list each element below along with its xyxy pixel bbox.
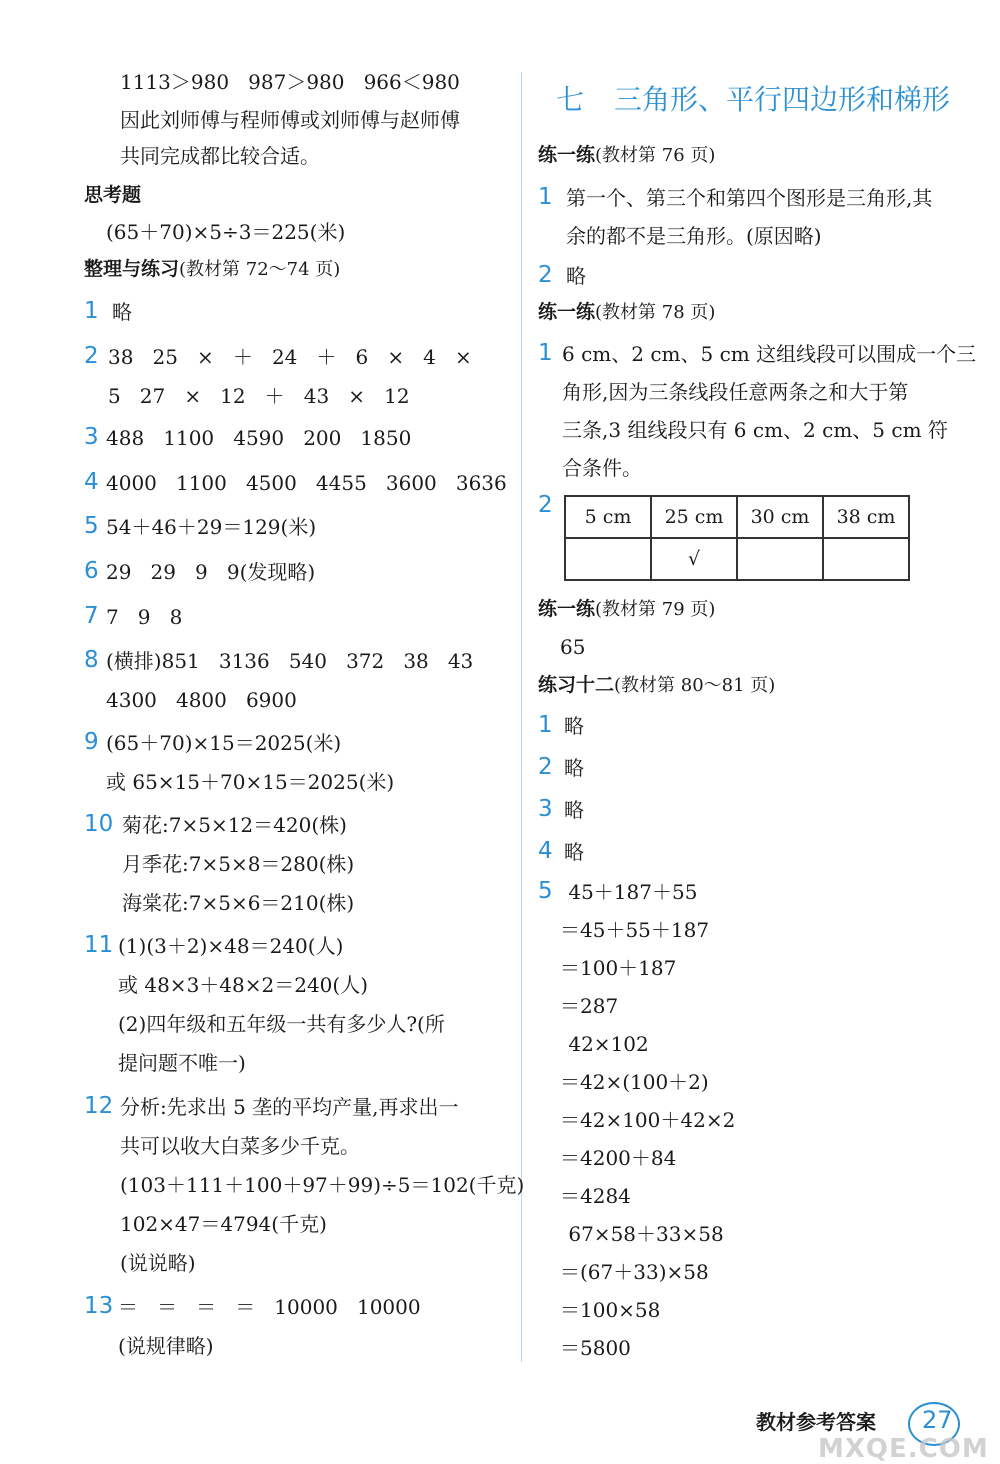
section-header [538, 146, 715, 165]
calc-line: 42×102 [562, 1032, 649, 1056]
calc-line: ＝4200＋84 [560, 1146, 677, 1170]
item-line: 提问题不唯一) [118, 1051, 246, 1075]
section-header [538, 676, 775, 695]
table-header-cell: 30 cm [737, 496, 823, 538]
item-number: 9 [84, 729, 99, 755]
page-number: 27 [922, 1406, 953, 1434]
calc-line: ＝45＋55＋187 [560, 918, 710, 942]
item-number: 2 [84, 343, 99, 369]
footer-label: 教材参考答案 [756, 1410, 876, 1434]
item-number: 3 [84, 424, 99, 450]
calc-line: ＝42×100＋42×2 [560, 1108, 736, 1132]
item-number: 13 [84, 1293, 114, 1319]
review-ref: (教材第 72～74 页) [179, 259, 341, 280]
item-line: 略 [566, 264, 586, 288]
item-line: 或 48×3＋48×2＝240(人) [118, 973, 368, 997]
item-line: 分析:先求出 5 垄的平均产量,再求出一 [120, 1095, 459, 1119]
table-cell [565, 538, 651, 580]
text-line: 因此刘师傅与程师傅或刘师傅与赵师傅 [120, 108, 460, 132]
section-ref: (教材第 80～81 页) [614, 675, 776, 696]
table-row [565, 538, 909, 580]
table-header-cell: 25 cm [651, 496, 737, 538]
table-header-cell: 5 cm [565, 496, 651, 538]
item-line: 角形,因为三条线段任意两条之和大于第 [562, 380, 909, 404]
section-title: 练一练 [538, 301, 596, 323]
item-line: 菊花:7×5×12＝420(株) [122, 813, 347, 837]
thinking-title: 思考题 [84, 184, 142, 206]
calc-line: ＝100×58 [560, 1298, 661, 1322]
item-line: 略 [112, 300, 132, 324]
item-line: 共可以收大白菜多少千克。 [120, 1134, 360, 1158]
item-number: 12 [84, 1093, 114, 1119]
section-header [538, 303, 715, 322]
item-line: 488 1100 4590 200 1850 [106, 426, 412, 450]
table-header-row [565, 496, 909, 538]
text-line: 共同完成都比较合适。 [120, 144, 320, 168]
calc-line: ＝287 [560, 994, 619, 1018]
item-line: (2)四年级和五年级一共有多少人?(所 [118, 1012, 445, 1036]
item-line: 第一个、第三个和第四个图形是三角形,其 [566, 186, 933, 210]
item-line: 102×47＝4794(千克) [120, 1212, 327, 1236]
section-ref: (教材第 78 页) [595, 302, 716, 323]
item-number: 4 [538, 838, 553, 864]
chapter-title [556, 83, 951, 116]
item-line: 余的都不是三角形。(原因略) [566, 224, 822, 248]
chapter-number: 七 [556, 83, 585, 116]
calc-line: ＝4284 [560, 1184, 631, 1208]
thinking-answer: (65＋70)×5÷3＝225(米) [106, 220, 346, 244]
item-line: 6 cm、2 cm、5 cm 这组线段可以围成一个三 [562, 342, 977, 366]
item-line: 海棠花:7×5×6＝210(株) [122, 891, 355, 915]
item-line: (1)(3＋2)×48＝240(人) [118, 934, 344, 958]
item-line: 4000 1100 4500 4455 3600 3636 [106, 471, 507, 495]
item-number: 6 [84, 558, 99, 584]
item-number: 2 [538, 754, 553, 780]
calc-line: 45＋187＋55 [562, 880, 698, 904]
item-number: 5 [84, 513, 99, 539]
item-line: 略 [564, 840, 584, 864]
item-line: 7 9 8 [106, 605, 183, 629]
item-line: 38 25 × ＋ 24 ＋ 6 × 4 × [108, 345, 472, 369]
calc-line: ＝100＋187 [560, 956, 677, 980]
answer-table [564, 495, 910, 581]
item-number: 2 [538, 492, 553, 518]
item-number: 1 [538, 184, 553, 210]
review-title: 整理与练习 [84, 258, 180, 280]
section-answer: 65 [560, 635, 586, 659]
item-number: 10 [84, 811, 114, 837]
item-line: (横排)851 3136 540 372 38 43 [106, 649, 474, 673]
item-line: 月季花:7×5×8＝280(株) [122, 852, 355, 876]
table-cell [737, 538, 823, 580]
item-line: 29 29 9 9(发现略) [106, 560, 316, 584]
section-header [538, 600, 715, 619]
item-number: 5 [538, 878, 553, 904]
item-number: 8 [84, 647, 99, 673]
section-title: 练一练 [538, 144, 596, 166]
item-number: 1 [538, 340, 553, 366]
section-title: 练习十二 [538, 674, 615, 696]
chapter-name: 三角形、平行四边形和梯形 [614, 83, 951, 116]
calc-line: ＝42×(100＋2) [560, 1070, 709, 1094]
item-line: 4300 4800 6900 [106, 688, 297, 712]
column-divider [521, 72, 522, 1362]
item-line: (说说略) [120, 1251, 196, 1275]
calc-line: ＝5800 [560, 1336, 631, 1360]
section-title: 练一练 [538, 598, 596, 620]
section-ref: (教材第 76 页) [595, 145, 716, 166]
item-number: 3 [538, 796, 553, 822]
item-number: 2 [538, 262, 553, 288]
item-line: 5 27 × 12 ＋ 43 × 12 [108, 384, 410, 408]
item-line: 略 [564, 756, 584, 780]
item-line: 三条,3 组线段只有 6 cm、2 cm、5 cm 符 [562, 418, 948, 442]
table-cell [823, 538, 909, 580]
watermark: MXQE.COM [818, 1434, 989, 1464]
item-line: ＝ ＝ ＝ ＝ 10000 10000 [118, 1295, 421, 1319]
table-cell-check: √ [651, 538, 737, 580]
item-line: 54＋46＋29＝129(米) [106, 515, 317, 539]
item-number: 1 [538, 712, 553, 738]
item-number: 4 [84, 469, 99, 495]
table-header-cell: 38 cm [823, 496, 909, 538]
calc-line: 67×58＋33×58 [562, 1222, 724, 1246]
item-number: 11 [84, 932, 114, 958]
review-header [84, 260, 340, 279]
item-line: 合条件。 [562, 456, 642, 480]
section-ref: (教材第 79 页) [595, 599, 716, 620]
text-line: 1113＞980 987＞980 966＜980 [120, 70, 460, 94]
item-number: 1 [84, 298, 99, 324]
item-line: 略 [564, 714, 584, 738]
item-line: 略 [564, 798, 584, 822]
item-line: (说规律略) [118, 1334, 214, 1358]
item-line: (103＋111＋100＋97＋99)÷5＝102(千克) [120, 1173, 525, 1197]
item-line: (65＋70)×15＝2025(米) [106, 731, 342, 755]
calc-line: ＝(67＋33)×58 [560, 1260, 709, 1284]
item-line: 或 65×15＋70×15＝2025(米) [106, 770, 395, 794]
item-number: 7 [84, 603, 99, 629]
